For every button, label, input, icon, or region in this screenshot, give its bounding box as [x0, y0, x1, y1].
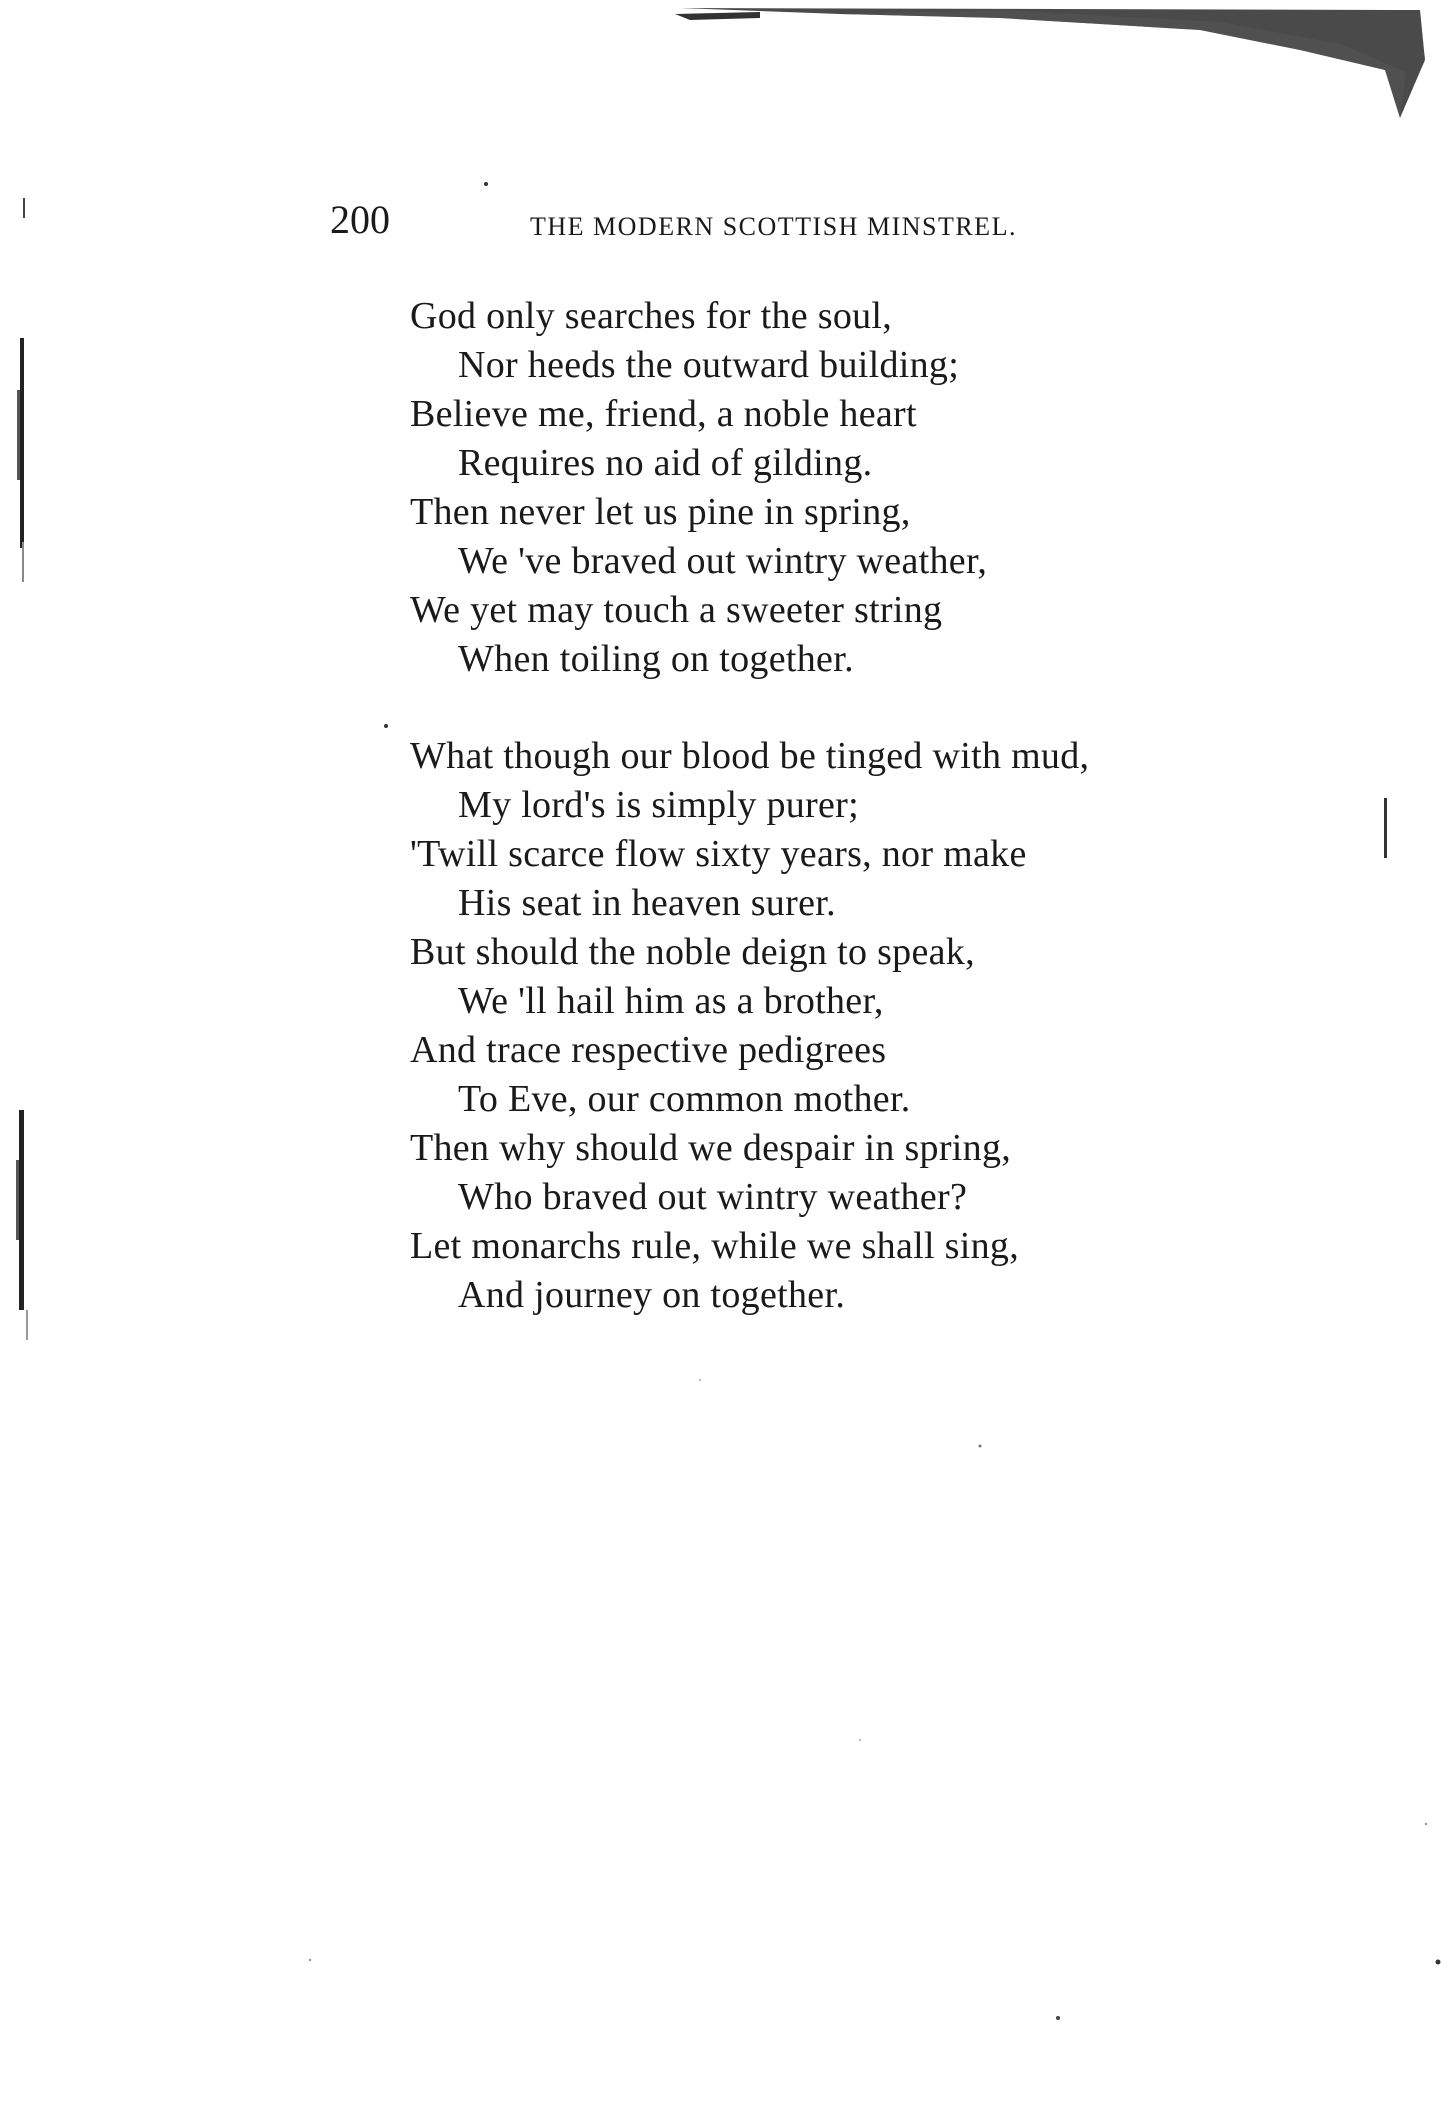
- poem-line: 'Twill scarce flow sixty years, nor make: [410, 833, 1027, 875]
- poem-line: We yet may touch a sweeter string: [410, 589, 943, 631]
- page-number: 200: [330, 197, 390, 242]
- stanza-1: [410, 292, 1310, 684]
- poem-line: When toiling on together.: [458, 638, 854, 680]
- poem-line: Who braved out wintry weather?: [458, 1176, 968, 1218]
- poem-line: My lord's is simply purer;: [458, 784, 859, 826]
- poem-line: Then never let us pine in spring,: [410, 491, 911, 533]
- poem-line: What though our blood be tinged with mud,: [410, 735, 1090, 777]
- running-head: THE MODERN SCOTTISH MINSTREL.: [530, 212, 1017, 241]
- poem-line: His seat in heaven surer.: [458, 882, 836, 924]
- poem-line: We 'll hail him as a brother,: [458, 980, 884, 1022]
- poem-line: We 've braved out wintry weather,: [458, 540, 988, 582]
- poem-body: [410, 292, 1310, 1320]
- page-header: [330, 196, 1190, 256]
- poem-line: To Eve, our common mother.: [458, 1078, 911, 1120]
- poem-line: Let monarchs rule, while we shall sing,: [410, 1225, 1019, 1267]
- poem-line: Nor heeds the outward building;: [458, 344, 960, 386]
- poem-line: Requires no aid of gilding.: [458, 442, 873, 484]
- poem-line: And trace respective pedigrees: [410, 1029, 887, 1071]
- poem-line: And journey on together.: [458, 1274, 846, 1316]
- poem-line: Believe me, friend, a noble heart: [410, 393, 917, 435]
- poem-line: But should the noble deign to speak,: [410, 931, 975, 973]
- stanza-2: [410, 732, 1310, 1320]
- poem-line: God only searches for the soul,: [410, 295, 893, 337]
- poem-line: Then why should we despair in spring,: [410, 1127, 1012, 1169]
